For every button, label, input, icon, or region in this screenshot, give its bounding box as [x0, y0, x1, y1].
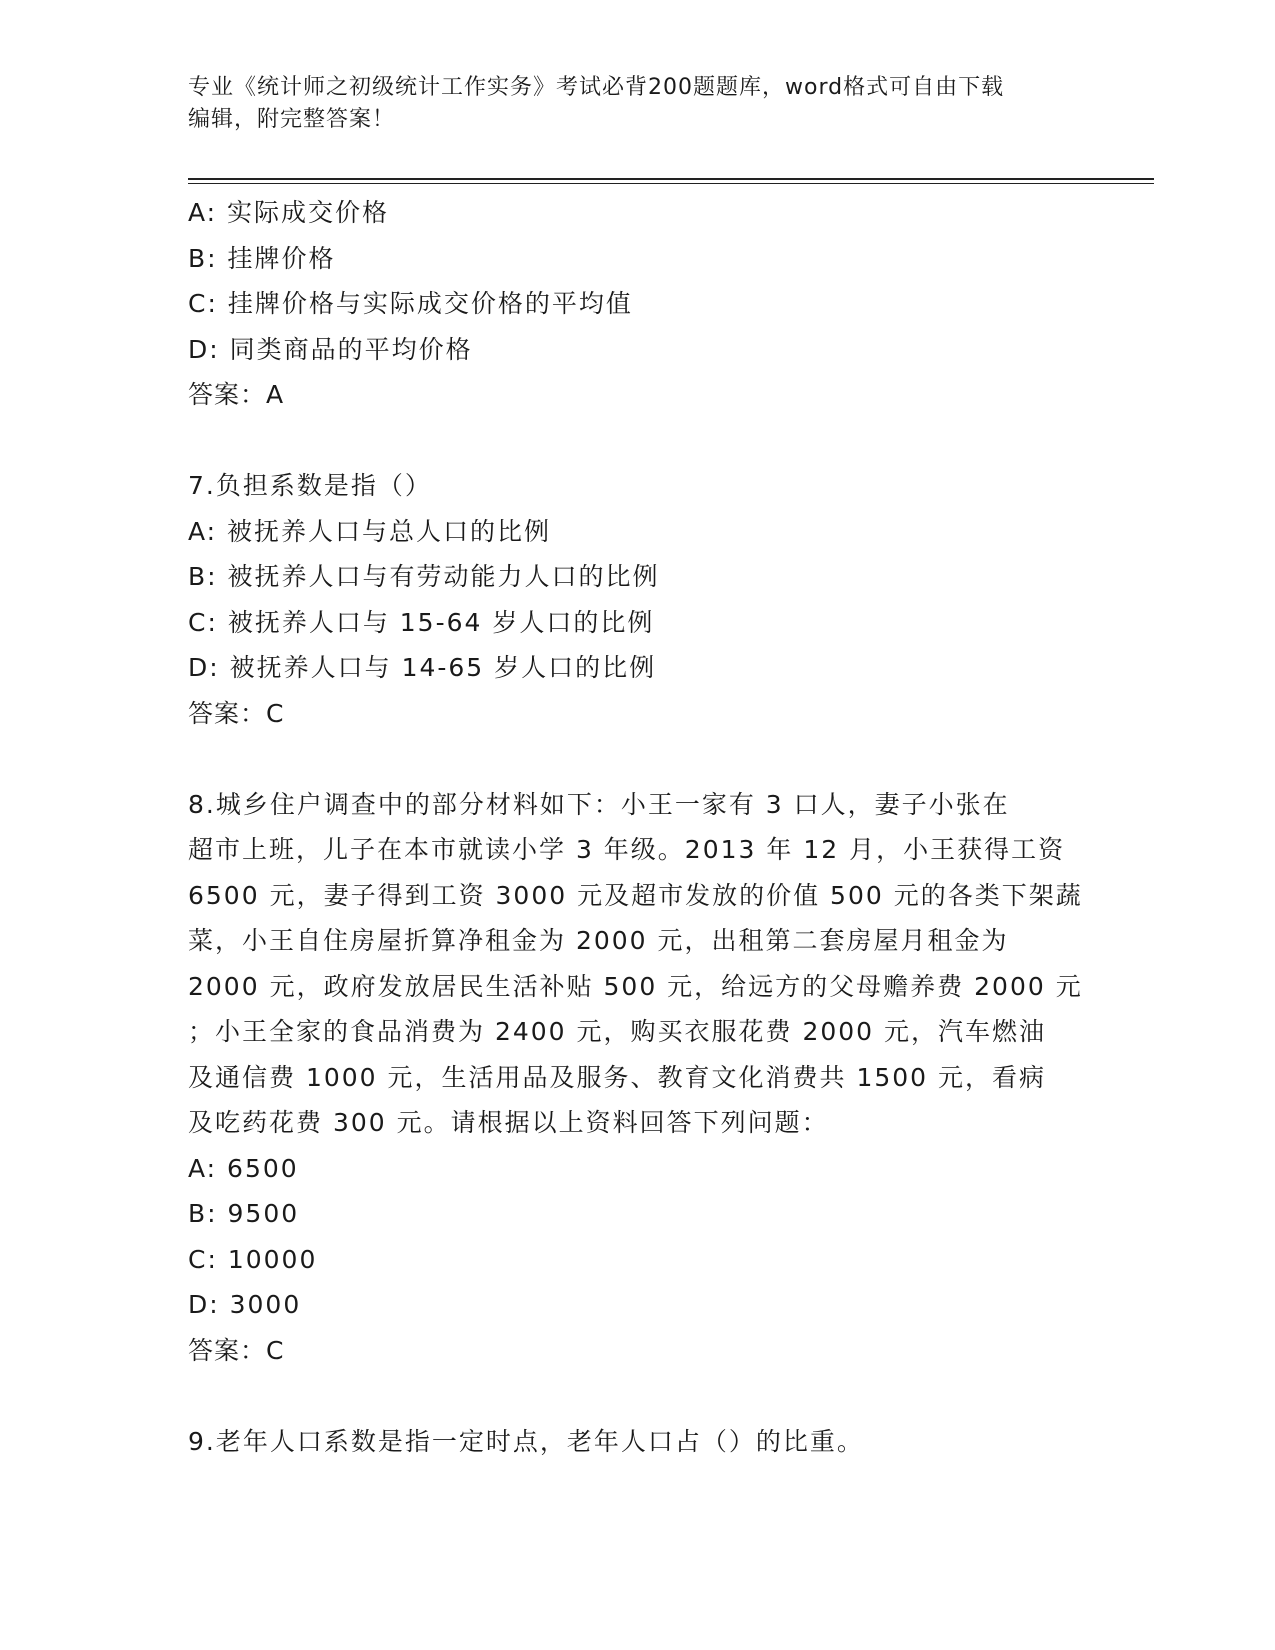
option-d: D: 3000 — [188, 1290, 302, 1319]
option-c: C: 被抚养人口与 15-64 岁人口的比例 — [188, 607, 655, 637]
option-d: D: 同类商品的平均价格 — [188, 334, 473, 364]
header-line-2: 编辑，附完整答案！ — [188, 107, 396, 132]
question-text-line: 及吃药花费 300 元。请根据以上资料回答下列问题： — [188, 1108, 829, 1137]
question-text: 9.老年人口系数是指一定时点，老年人口占（）的比重。 — [188, 1426, 864, 1456]
answer: 答案：A — [188, 380, 285, 409]
question-7 — [188, 463, 1088, 736]
option-d: D: 被抚养人口与 14-65 岁人口的比例 — [188, 653, 657, 682]
question-text-line: 及通信费 1000 元，生活用品及服务、教育文化消费共 1500 元，看病 — [188, 1062, 1047, 1092]
option-b: B: 被抚养人口与有劳动能力人口的比例 — [188, 562, 660, 591]
answer: 答案：C — [188, 1335, 285, 1365]
option-a: A: 被抚养人口与总人口的比例 — [188, 516, 552, 546]
document-header — [188, 72, 1088, 136]
question-8 — [188, 782, 1088, 1374]
question-text: 7.负担系数是指（） — [188, 471, 432, 500]
option-a: A: 6500 — [188, 1153, 299, 1183]
option-b: B: 9500 — [188, 1199, 300, 1228]
option-c: C: 10000 — [188, 1244, 318, 1274]
option-b: B: 挂牌价格 — [188, 243, 336, 273]
option-a: A: 实际成交价格 — [188, 198, 390, 227]
question-text-line: 超市上班，儿子在本市就读小学 3 年级。2013 年 12 月，小王获得工资 — [188, 835, 1066, 864]
header-divider — [188, 178, 1154, 184]
question-text-line: 6500 元，妻子得到工资 3000 元及超市发放的价值 500 元的各类下架蔬 — [188, 880, 1083, 910]
option-c: C: 挂牌价格与实际成交价格的平均值 — [188, 289, 633, 318]
question-text-line: 2000 元，政府发放居民生活补贴 500 元，给远方的父母赡养费 2000 元 — [188, 971, 1083, 1001]
question-text-line: 菜，小王自住房屋折算净租金为 2000 元，出租第二套房屋月租金为 — [188, 926, 1009, 955]
question-text-line: ；小王全家的食品消费为 2400 元，购买衣服花费 2000 元，汽车燃油 — [188, 1017, 1047, 1046]
question-9 — [188, 1419, 1088, 1465]
question-text-line: 8.城乡住户调查中的部分材料如下：小王一家有 3 口人，妻子小张在 — [188, 789, 1010, 819]
answer: 答案：C — [188, 698, 285, 728]
document-body — [188, 190, 1088, 1464]
header-line-1: 专业《统计师之初级统计工作实务》考试必背200题题库，word格式可自由下载 — [188, 75, 1005, 100]
question-6 — [188, 190, 1088, 418]
